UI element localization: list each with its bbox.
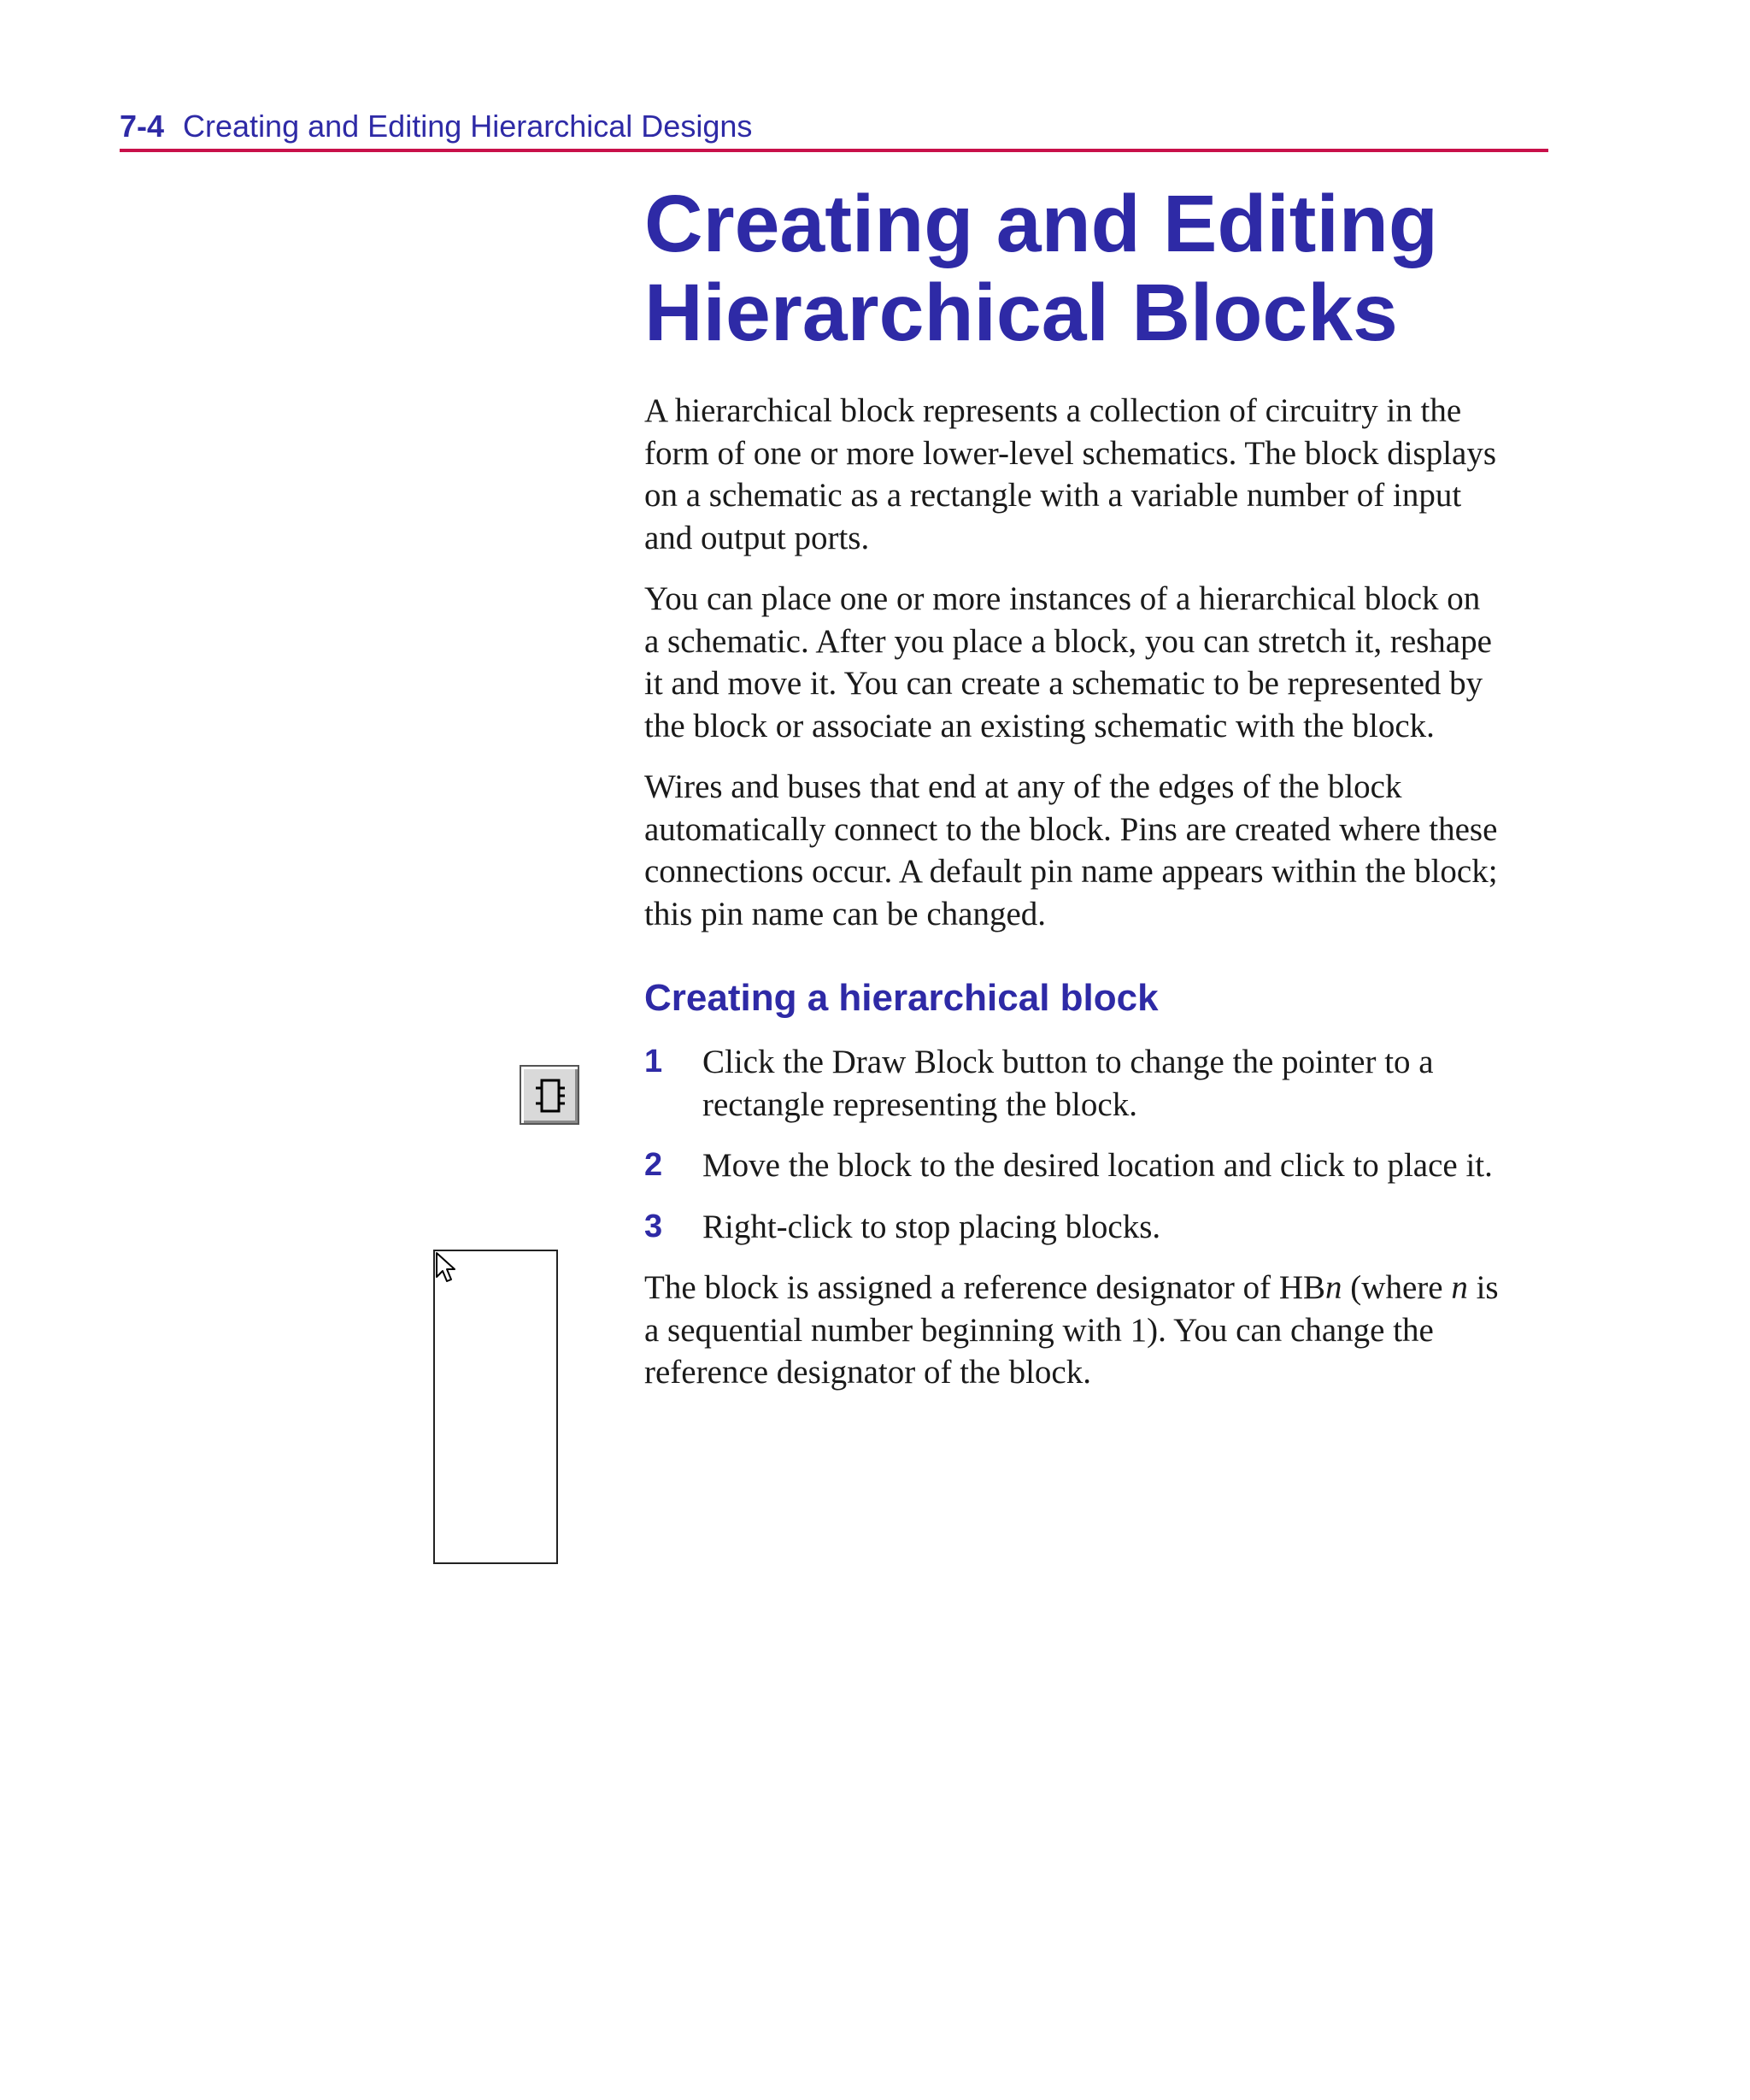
step-number: 3 [644, 1208, 663, 1244]
paragraph-line: form of one or more lower-level schematics. The block displays [644, 434, 1497, 472]
paragraph-line: it and move it. You can create a schematic to be represented by [644, 665, 1483, 702]
hierarchical-block-figure [433, 1250, 558, 1564]
paragraph-line: this pin name can be changed. [644, 895, 1046, 932]
intro-paragraph [644, 578, 1550, 747]
text-run: is [1467, 1269, 1499, 1306]
page-title-line: Creating and Editing [644, 179, 1438, 269]
chapter-name: Creating and Editing Hierarchical Designs [183, 109, 753, 144]
main-content [644, 179, 1550, 1413]
step-item [644, 1144, 1550, 1187]
step-list [644, 1041, 1550, 1248]
running-header [120, 104, 1548, 152]
step-item [644, 1206, 1550, 1249]
arrow-pointer-icon [435, 1251, 457, 1285]
paragraph-line: automatically connect to the block. Pins are created where these [644, 810, 1498, 848]
paragraph-line: a schematic. After you place a block, you can stretch it, reshape [644, 622, 1492, 660]
step-item [644, 1041, 1550, 1126]
draw-block-icon [533, 1077, 567, 1115]
paragraph-line [644, 1267, 1550, 1309]
step-text: Move the block to the desired location and click to place it. [702, 1147, 1493, 1184]
paragraph-line: Wires and buses that end at any of the edges of the block [644, 768, 1402, 805]
italic-variable: n [1325, 1269, 1342, 1306]
paragraph-line: a sequential number beginning with 1). You can change the [644, 1311, 1434, 1349]
step-number: 2 [644, 1147, 663, 1183]
step-text: Right-click to stop placing blocks. [702, 1208, 1161, 1245]
intro-paragraph [644, 766, 1550, 935]
page-title-line: Hierarchical Blocks [644, 268, 1398, 358]
closing-paragraph [644, 1267, 1550, 1394]
paragraph-line: the block or associate an existing schematic with the block. [644, 707, 1435, 744]
paragraph-line: and output ports. [644, 519, 870, 556]
step-text: rectangle representing the block. [702, 1085, 1137, 1123]
paragraph-line: connections occur. A default pin name appears within the block; [644, 853, 1498, 890]
intro-paragraph [644, 390, 1550, 559]
step-text: Click the Draw Block button to change the pointer to a [702, 1044, 1434, 1080]
italic-variable: n [1451, 1269, 1468, 1306]
paragraph-line: on a schematic as a rectangle with a variable number of input [644, 477, 1462, 514]
page-number: 7-4 [120, 109, 165, 144]
paragraph-line: You can place one or more instances of a hierarchical block on [644, 580, 1481, 617]
paragraph-line: reference designator of the block. [644, 1354, 1091, 1391]
page-title [644, 179, 1550, 357]
paragraph-line: A hierarchical block represents a collection of circuitry in the [644, 392, 1462, 429]
text-run: (where [1342, 1269, 1452, 1306]
text-run: The block is assigned a reference designator of HB [644, 1269, 1326, 1306]
step-number: 1 [644, 1044, 663, 1079]
draw-block-button[interactable] [520, 1065, 579, 1125]
section-heading: Creating a hierarchical block [644, 977, 1159, 1019]
